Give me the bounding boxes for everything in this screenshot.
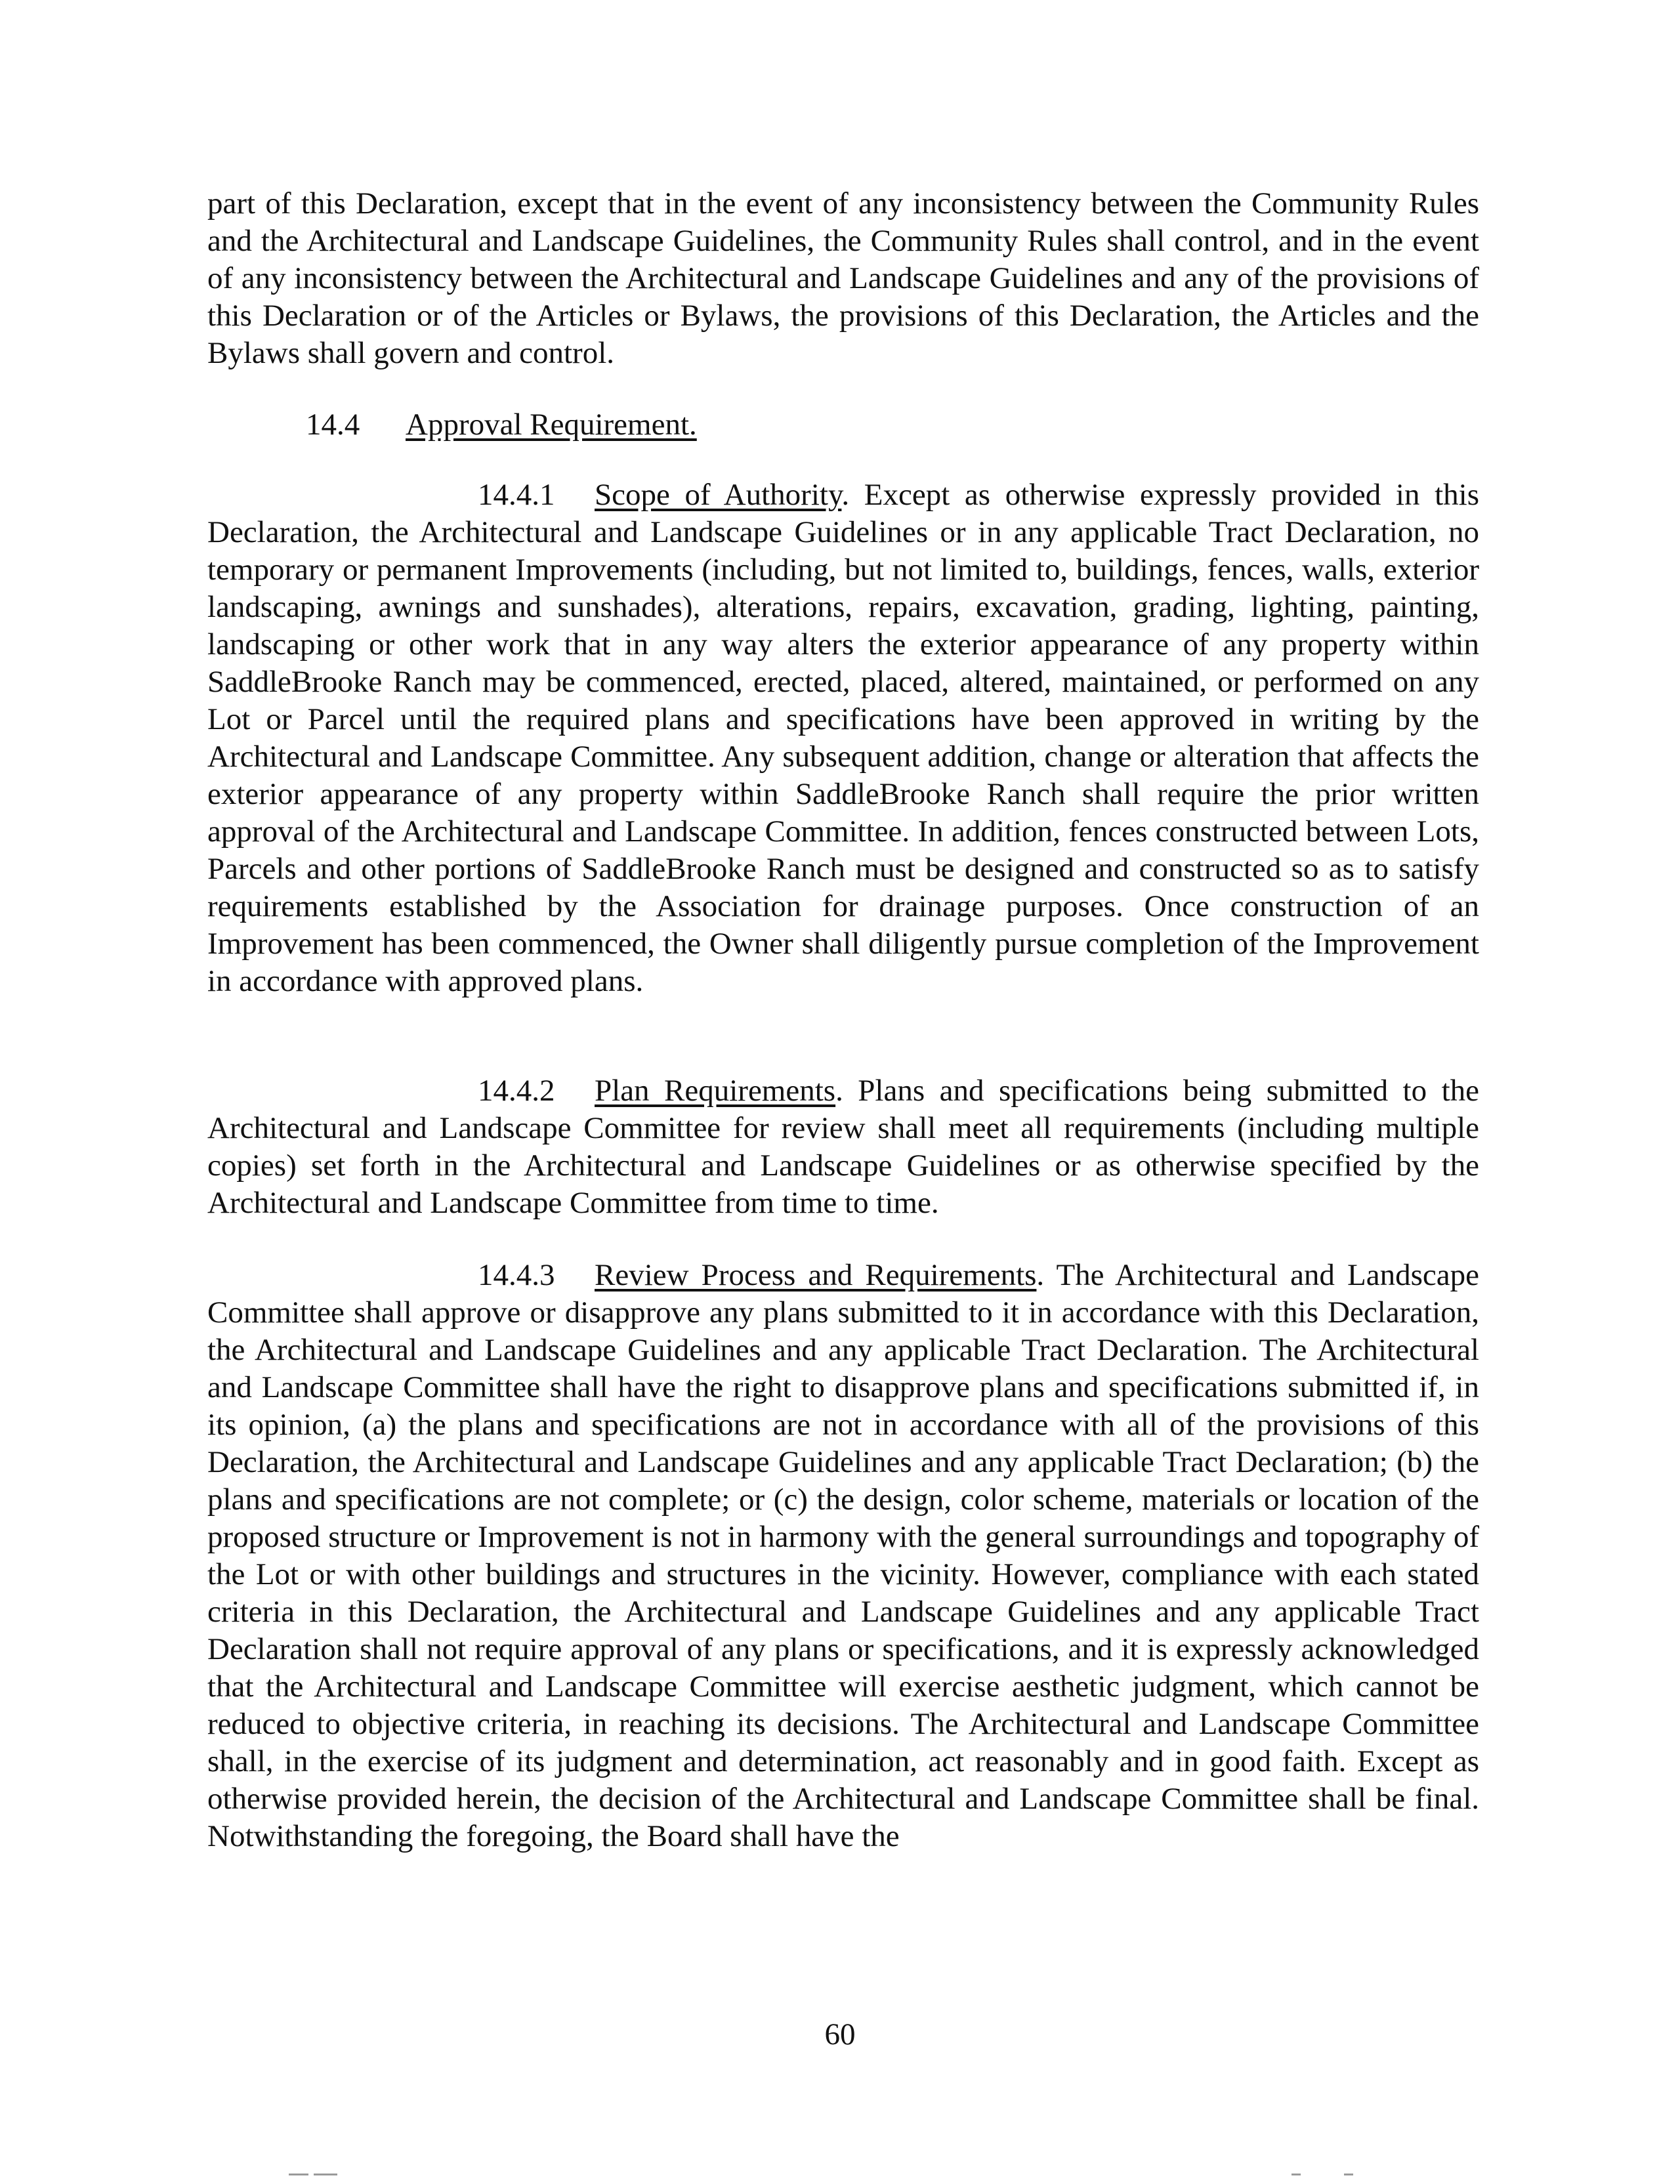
subsection-text: . Except as otherwise expressly provided in this Declaration, the Architectural and Landscape Guidelines or in any applicable Tract Declaration, no temporary or permanent Improvements (including, but not limited to, buildings, fences, walls, exterior landscaping, awnings and sunshades), alterations, repairs, excavation, grading, lighting, painting, landscaping or other work that in any way alters the exterior appearance of any property within SaddleBrooke Ranch may be commenced, erected, placed, altered, maintained, or performed on any Lot or Parcel until the required plans and specifications have been approved in writing by the Architectural and Landscape Committee. Any subsequent addition, change or alteration that affects the exterior appearance of any property within SaddleBrooke Ranch shall require the prior written approval of the Architectural and Landscape Committee. In addition, fences constructed between Lots, Parcels and other portions of SaddleBrooke Ranch must be designed and constructed so as to satisfy requirements established by the Association for drainage purposes. Once construction of an Improvement has been commenced, the Owner shall diligently pursue completion of the Improvement in accordance with approved plans. (207, 478, 1479, 998)
subsection-number: 14.4.2 (478, 1074, 555, 1108)
paragraph-continuation (207, 185, 1479, 372)
subsection-title: Scope of Authority (595, 478, 842, 512)
subsection-title: Plan Requirements (595, 1074, 836, 1108)
subsection-14-4-3 (207, 1257, 1479, 1855)
paragraph-text: part of this Declaration, except that in the event of any inconsistency between the Community Rules and the Architectural and Landscape Guidelines, the Community Rules shall control, and in the event of any inconsistency between the Architectural and Landscape Guidelines and any of the provisions of this Declaration or of the Articles or Bylaws, the provisions of this Declaration, the Articles and the Bylaws shall govern and control. (207, 186, 1479, 370)
subsection-number: 14.4.3 (478, 1258, 555, 1292)
scan-artifact (289, 2174, 308, 2175)
section-number: 14.4 (306, 408, 360, 442)
section-title: Approval Requirement. (406, 408, 697, 442)
subsection-14-4-1 (207, 476, 1479, 1000)
subsection-number: 14.4.1 (478, 478, 555, 512)
scan-artifact (314, 2174, 337, 2175)
scan-artifact (1292, 2174, 1301, 2175)
subsection-text: . The Architectural and Landscape Committee shall approve or disapprove any plans submitted to it in accordance with this Declaration, the Architectural and Landscape Guidelines and any applicable Tract Declaration. The Architectural and Landscape Committee shall have the right to disapprove plans and specifications submitted if, in its opinion, (a) the plans and specifications are not in accordance with all of the provisions of this Declaration, the Architectural and Landscape Guidelines and any applicable Tract Declaration; (b) the plans and specifications are not complete; or (c) the design, color scheme, materials or location of the proposed structure or Improvement is not in harmony with the general surroundings and topography of the Lot or with other buildings and structures in the vicinity. However, compliance with each stated criteria in this Declaration, the Architectural and Landscape Guidelines and any applicable Tract Declaration shall not require approval of any plans or specifications, and it is expressly acknowledged that the Architectural and Landscape Committee will exercise aesthetic judgment, which cannot be reduced to objective criteria, in reaching its decisions. The Architectural and Landscape Committee shall, in the exercise of its judgment and determination, act reasonably and in good faith. Except as otherwise provided herein, the decision of the Architectural and Landscape Committee shall be final. Notwithstanding the foregoing, the Board shall have the (207, 1258, 1479, 1853)
scan-artifact (1344, 2174, 1353, 2175)
subsection-title: Review Process and Requirements (595, 1258, 1037, 1292)
subsection-text: . Plans and specifications being submitted to the Architectural and Landscape Committee for review shall meet all requirements (including multiple copies) set forth in the Architectural and Landscape Guidelines or as otherwise specified by the Architectural and Landscape Committee from time to time. (207, 1074, 1479, 1220)
page-number: 60 (824, 2017, 856, 2051)
subsection-14-4-2 (207, 1072, 1479, 1222)
section-heading-14-4 (306, 406, 697, 444)
